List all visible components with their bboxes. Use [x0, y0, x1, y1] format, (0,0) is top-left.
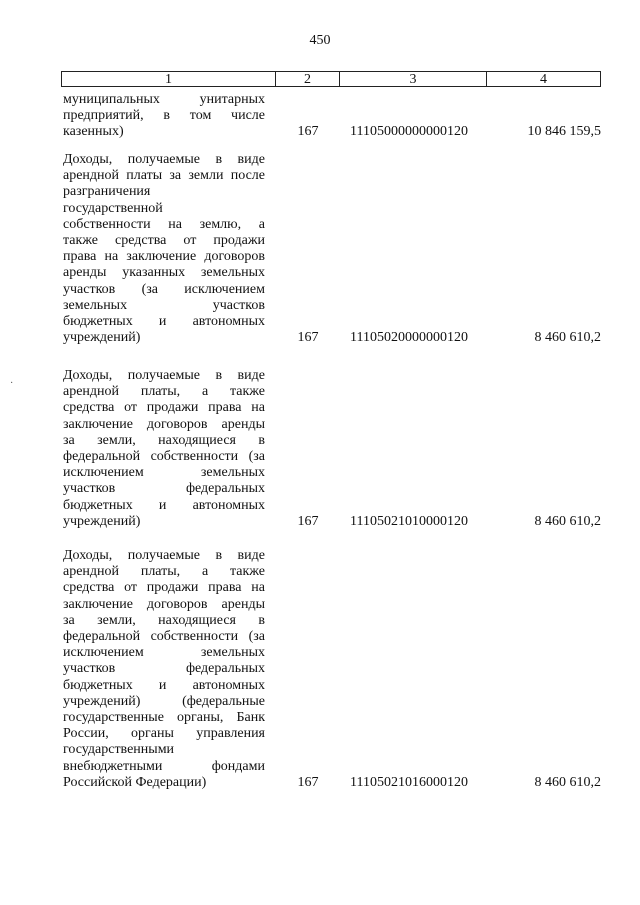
- header-col-4: 4: [486, 72, 600, 86]
- description-line: также средства от продажи: [63, 233, 265, 249]
- description-line: за земли, находящиеся в: [63, 432, 265, 448]
- margin-mark: ·: [10, 378, 14, 389]
- description-line: участков федеральных: [63, 661, 265, 677]
- description-line: Доходы, получаемые в виде: [63, 548, 265, 563]
- row-budget-code: 11105021010000120: [350, 513, 468, 529]
- description-line: Российской Федерации): [63, 774, 207, 790]
- table-row: [63, 152, 601, 346]
- description-line: Доходы, получаемые в виде: [63, 152, 265, 167]
- table-row: [63, 368, 601, 530]
- row-admin-code: 167: [297, 330, 319, 346]
- description-line: земельных участков: [63, 297, 265, 313]
- header-col-3: 3: [339, 72, 486, 86]
- table-header-row: [61, 71, 601, 87]
- table-row: [63, 92, 601, 141]
- description-line: Доходы, получаемые в виде: [63, 368, 265, 383]
- description-line: бюджетных и автономных: [63, 677, 265, 693]
- description-line: учреждений): [63, 330, 141, 346]
- description-line: предприятий, в том числе: [63, 108, 265, 124]
- header-col-1: 1: [165, 72, 172, 87]
- row-amount: 8 460 610,2: [534, 330, 601, 346]
- description-line: заключение договоров аренды: [63, 416, 265, 432]
- description-line: заключение договоров аренды: [63, 596, 265, 612]
- description-line: средства от продажи права на: [63, 400, 265, 416]
- row-amount: 8 460 610,2: [534, 513, 601, 529]
- row-amount: 8 460 610,2: [534, 774, 601, 790]
- description-line: бюджетных и автономных: [63, 497, 265, 513]
- row-description: [63, 548, 265, 791]
- row-budget-code: 11105021016000120: [350, 774, 468, 790]
- row-budget-code: 11105020000000120: [350, 330, 468, 346]
- description-line: исключением земельных: [63, 465, 265, 481]
- description-line: бюджетных и автономных: [63, 314, 265, 330]
- row-amount: 10 846 159,5: [527, 124, 601, 140]
- page-number: 450: [309, 33, 331, 48]
- description-line: учреждений) (федеральные: [63, 693, 265, 709]
- table-row: [63, 548, 601, 791]
- description-line: России, органы управления: [63, 726, 265, 742]
- description-line: государственные органы, Банк: [63, 710, 265, 726]
- description-line: арендной платы, а также: [63, 384, 265, 400]
- description-line: исключением земельных: [63, 645, 265, 661]
- description-line: учреждений): [63, 513, 141, 529]
- row-admin-code: 167: [297, 513, 319, 529]
- description-line: права на заключение договоров: [63, 249, 265, 265]
- description-line: внебюджетными фондами: [63, 758, 265, 774]
- row-budget-code: 11105000000000120: [350, 124, 468, 140]
- description-line: арендной платы, а также: [63, 564, 265, 580]
- description-line: за земли, находящиеся в: [63, 612, 265, 628]
- description-line: участков (за исключением: [63, 281, 265, 297]
- description-line: собственности на землю, а: [63, 216, 265, 232]
- description-line: участков федеральных: [63, 481, 265, 497]
- description-line: арендной платы за земли после: [63, 168, 265, 184]
- description-line: казенных): [63, 124, 124, 140]
- description-line: федеральной собственности (за: [63, 449, 265, 465]
- header-col-2: 2: [275, 72, 339, 86]
- description-line: средства от продажи права на: [63, 580, 265, 596]
- row-description: [63, 152, 265, 346]
- description-line: государственными: [63, 742, 175, 758]
- description-line: аренды указанных земельных: [63, 265, 265, 281]
- description-line: федеральной собственности (за: [63, 629, 265, 645]
- row-admin-code: 167: [297, 124, 319, 140]
- row-admin-code: 167: [297, 774, 319, 790]
- description-line: разграничения: [63, 184, 151, 200]
- row-description: [63, 368, 265, 530]
- description-line: государственной: [63, 200, 163, 216]
- row-description: [63, 92, 265, 141]
- description-line: муниципальных унитарных: [63, 92, 265, 107]
